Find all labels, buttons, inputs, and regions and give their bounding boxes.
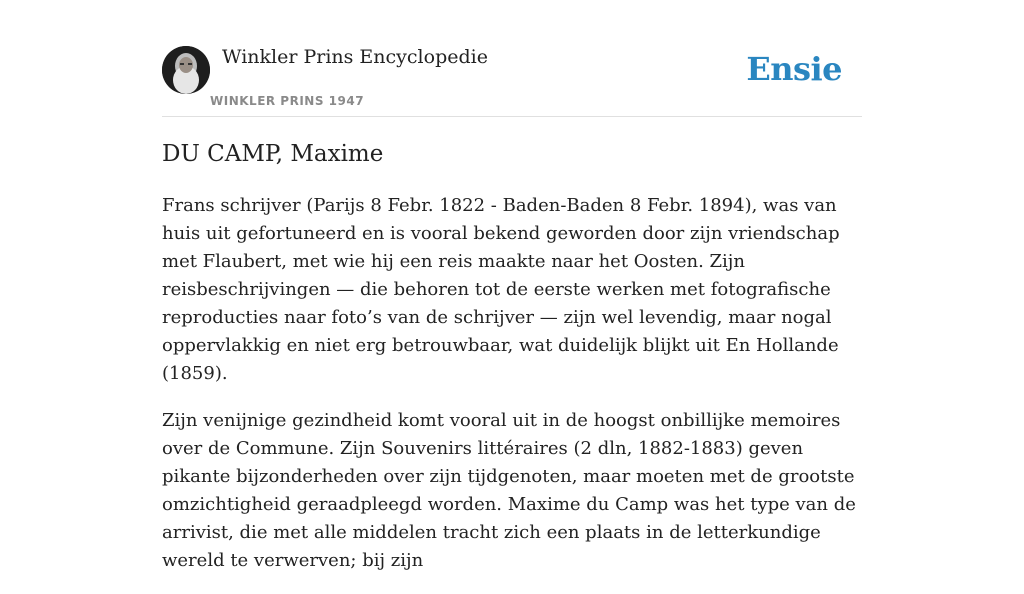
source-subtitle[interactable]: WINKLER PRINS 1947 (210, 94, 365, 108)
article-paragraph: Zijn venijnige gezindheid komt vooral uit in de hoogst onbillijke memoires over de Commune. Zijn Souvenirs littéraires (2 dln, 1882-1883) geven pikante bijzonderheden over zijn tijdgenoten, maar moeten met de grootste omzichtigheid geraadpleegd worden. Maxime du Camp was het type van de arrivist, die met alle middelen tracht zich een plaats in de letterkundige wereld te verwerven; bij zijn (162, 410, 856, 571)
ensie-logo[interactable]: Ensie (746, 50, 842, 88)
bearded-man-portrait-icon[interactable] (162, 46, 210, 94)
source-title[interactable]: Winkler Prins Encyclopedie (222, 46, 488, 68)
article-paragraph: Frans schrijver (Parijs 8 Febr. 1822 - Baden-Baden 8 Febr. 1894), was van huis uit gefortuneerd en is vooral bekend geworden door zijn vriendschap met Flaubert, met wie hij een reis maakte naar het Oosten. Zijn reisbeschrijvingen — die behoren tot de eerste werken met fotografische reproducties naar foto’s van de schrijver — zijn wel levendig, maar nogal oppervlakkig en niet erg betrouwbaar, wat duidelijk blijkt uit En Hollande (1859). (162, 195, 840, 384)
header (162, 0, 862, 117)
article-container (162, 0, 862, 571)
article-title: DU CAMP, Maxime (162, 141, 384, 167)
article-body (162, 192, 864, 594)
